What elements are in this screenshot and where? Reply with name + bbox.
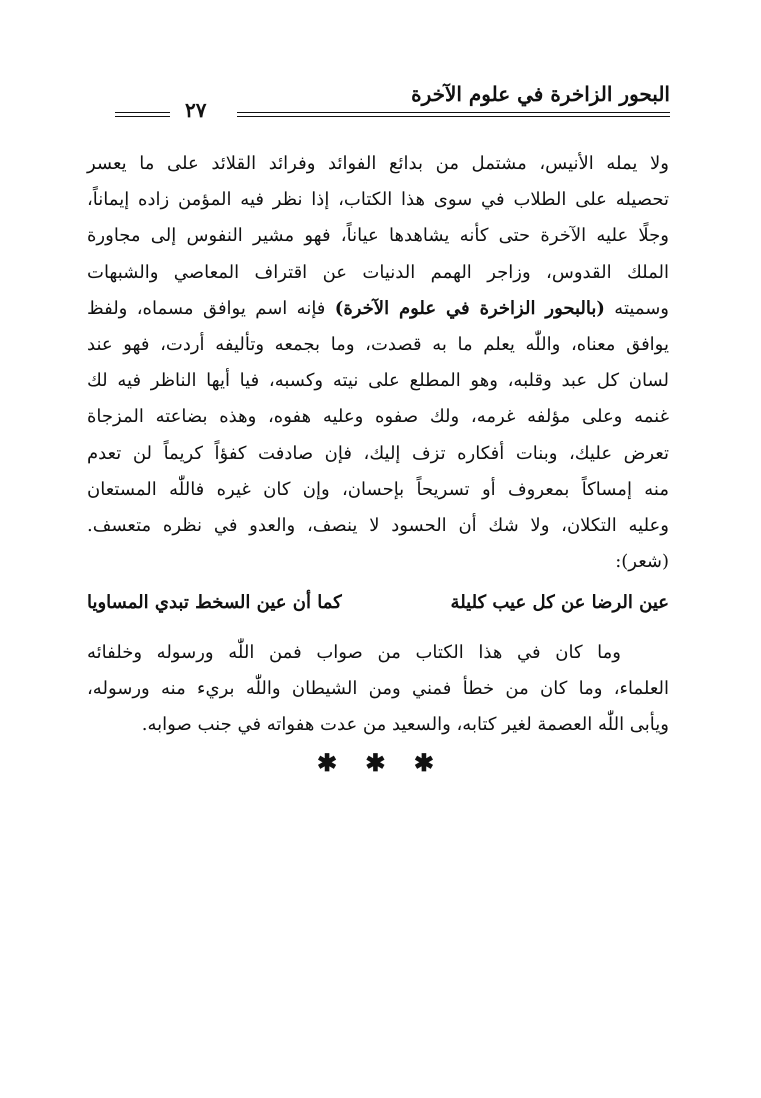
body-line-with-book-title bbox=[87, 291, 669, 327]
body-line: ولا يمله الأنيس، مشتمل من بدائع الفوائد وفرائد القلائد على ما يعسر bbox=[87, 153, 669, 174]
body-line-text: وسميته bbox=[604, 297, 670, 319]
header-rule-left bbox=[115, 112, 170, 117]
body-line: لسان كل عبد وقلبه، وهو المطلع على نيته وكسبه، فيا أيها الناظر فيه لك bbox=[87, 370, 669, 392]
poetry-verse bbox=[87, 592, 669, 628]
body-line: تعرض عليك، وبنات أفكاره تزف إليك، فإن صادفت كفؤاً كريماً لن تعدم bbox=[87, 442, 669, 464]
body-line: غنمه وعلى مؤلفه غرمه، ولك صفوه وعليه هفوه، وهذه بضاعته المزجاة bbox=[87, 406, 669, 428]
verse-second-hemistich: كما أن عين السخط تبدي المساويا bbox=[87, 592, 342, 613]
section-separator: ✱ ✱ ✱ bbox=[316, 748, 445, 777]
page-number: ٢٧ bbox=[185, 98, 207, 122]
body-line: تحصيله على الطلاب في سوى هذا الكتاب، إذا نظر فيه المؤمن زاده إيماناً، bbox=[87, 189, 669, 211]
header-rule-right bbox=[237, 112, 670, 117]
body-line: الملك القدوس، وزاجر الهمم الدنيات عن اقتراف المعاصي والشبهات bbox=[87, 261, 669, 283]
poetry-label: (شعر): bbox=[615, 551, 669, 573]
body-line: يوافق معناه، واللّٰه يعلم ما به قصدت، وما بجمعه وتأليفه أردت، فهو عند bbox=[87, 334, 669, 356]
book-title: (بالبحور الزاخرة في علوم الآخرة) bbox=[334, 297, 605, 319]
closing-line: ويأبى اللّٰه العصمة لغير كتابه، والسعيد من عدت هفواته في جنب صوابه. bbox=[141, 714, 669, 735]
running-title: البحور الزاخرة في علوم الآخرة bbox=[411, 82, 670, 106]
body-text bbox=[87, 146, 669, 580]
closing-line: العلماء، وما كان من خطأ فمني ومن الشيطان واللّٰه بريء منه ورسوله، bbox=[87, 678, 669, 699]
body-line: وجلًا عليه الآخرة حتى كأنه يشاهدها عياناً، فهو مشير النفوس إلى مجاورة bbox=[87, 225, 669, 247]
running-header bbox=[115, 78, 670, 126]
closing-line: وما كان في هذا الكتاب من صواب فمن اللّٰه ورسوله وخلفائه bbox=[87, 642, 621, 663]
verse-first-hemistich: عين الرضا عن كل عيب كليلة bbox=[450, 592, 669, 613]
body-line: وعليه التكلان، ولا شك أن الحسود لا ينصف، والعدو في نظره متعسف. bbox=[87, 515, 669, 537]
body-line: منه إمساكاً بمعروف أو تسريحاً بإحسان، وإن كان غيره فاللّٰه المستعان bbox=[87, 478, 669, 500]
body-line-text: فإنه اسم يوافق مسماه، ولفظ bbox=[87, 297, 335, 319]
closing-paragraph bbox=[87, 635, 669, 743]
